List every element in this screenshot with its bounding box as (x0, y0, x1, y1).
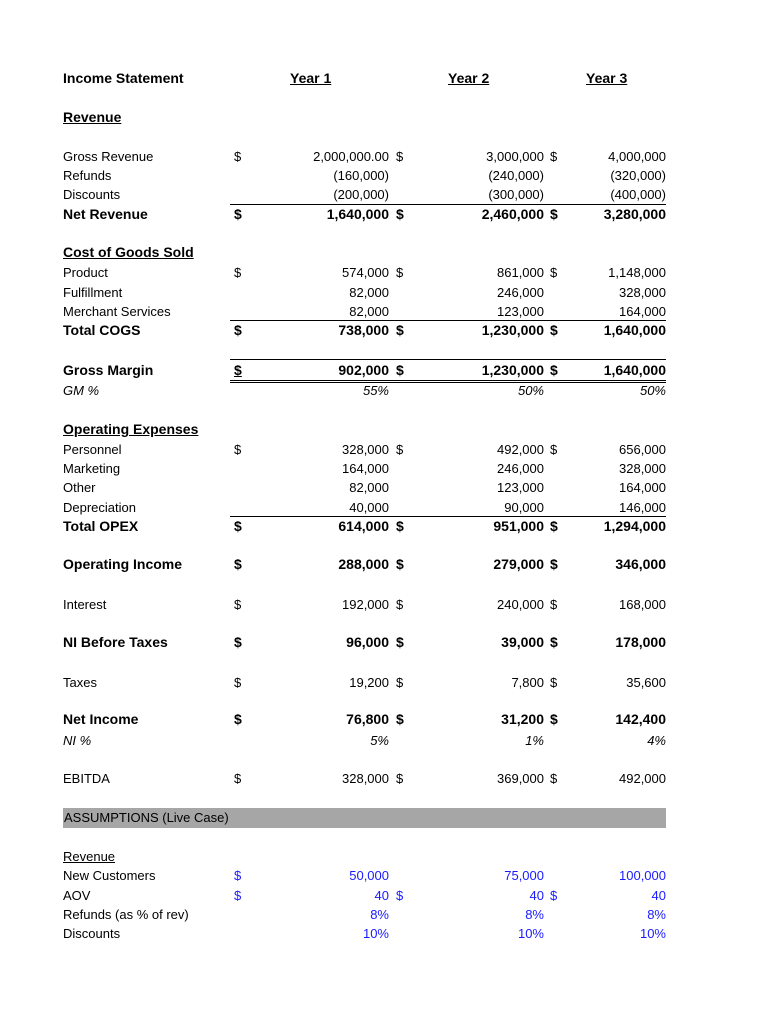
cell-year3: 328,000 (619, 285, 666, 300)
row-personnel (63, 440, 666, 459)
currency-symbol: $ (550, 675, 558, 690)
row-label: Operating Income (63, 556, 183, 572)
currency-symbol: $ (234, 265, 242, 280)
row-total-opex (63, 517, 666, 536)
cell-year1: 328,000 (342, 442, 389, 457)
section-revenue (63, 108, 666, 127)
currency-symbol: $ (550, 518, 558, 534)
cell-year1: 2,000,000.00 (313, 149, 389, 164)
currency-symbol: $ (396, 771, 404, 786)
row-total-cogs (63, 321, 666, 340)
row-label: Taxes (63, 675, 97, 690)
row-interest (63, 595, 666, 614)
row-gross-margin (63, 361, 666, 380)
cell-year2: 1,230,000 (481, 322, 544, 338)
year1-header: Year 1 (290, 70, 332, 86)
currency-symbol: $ (396, 675, 404, 690)
cell-year3: 168,000 (619, 597, 666, 612)
cell-year1: 164,000 (342, 461, 389, 476)
cell-year2: 246,000 (497, 461, 544, 476)
currency-symbol: $ (550, 711, 558, 727)
section-label: Cost of Goods Sold (63, 244, 194, 260)
row-operating-income (63, 555, 666, 574)
currency-symbol: $ (234, 362, 242, 378)
row-label: Refunds (as % of rev) (63, 907, 189, 922)
cell-year2: 7,800 (511, 675, 544, 690)
cell-year2: (240,000) (488, 168, 544, 183)
currency-symbol: $ (550, 322, 558, 338)
currency-symbol: $ (550, 206, 558, 222)
cell-year3: 492,000 (619, 771, 666, 786)
cell-year3: (320,000) (610, 168, 666, 183)
row-label: Discounts (63, 926, 121, 941)
cell-year1: (200,000) (333, 187, 389, 202)
row-label: NI % (63, 733, 92, 748)
cell-year3: 142,400 (615, 711, 666, 727)
currency-symbol: $ (234, 556, 242, 572)
cell-year3: 146,000 (619, 500, 666, 515)
section-label: Operating Expenses (63, 421, 199, 437)
cell-year3: 328,000 (619, 461, 666, 476)
row-label: Net Revenue (63, 206, 148, 222)
cell-year1: 96,000 (346, 634, 389, 650)
row-other (63, 478, 666, 497)
row-label: Merchant Services (63, 304, 171, 319)
currency-symbol: $ (550, 362, 558, 378)
cell-year1[interactable]: 10% (362, 926, 389, 941)
row-label: Depreciation (63, 500, 136, 515)
row-label: Gross Margin (63, 362, 154, 378)
currency-symbol: $ (234, 597, 242, 612)
currency-symbol: $ (234, 634, 242, 650)
cell-year1: 902,000 (338, 362, 389, 378)
row-taxes (63, 673, 666, 692)
currency-symbol: $ (234, 675, 242, 690)
row-discounts-pct (63, 924, 666, 943)
cell-year1[interactable]: 8% (370, 907, 389, 922)
section-label: Revenue (63, 849, 116, 864)
cell-year3: 178,000 (615, 634, 666, 650)
cell-year1: 738,000 (338, 322, 389, 338)
cell-year1: 40,000 (349, 500, 389, 515)
year2-header: Year 2 (448, 70, 490, 86)
sheet-title: Income Statement (63, 70, 184, 86)
row-label: Total COGS (63, 322, 141, 338)
row-ni-pct (63, 731, 666, 750)
row-label: Interest (63, 597, 107, 612)
cell-year3: 656,000 (619, 442, 666, 457)
cell-year2: 369,000 (497, 771, 544, 786)
cell-year1[interactable]: 40 (374, 888, 389, 903)
currency-symbol: $ (396, 322, 404, 338)
cell-year3: 1,148,000 (608, 265, 666, 280)
cell-year2: 31,200 (501, 711, 544, 727)
cell-year2: 90,000 (504, 500, 544, 515)
row-label: Marketing (63, 461, 121, 476)
cell-year1: 328,000 (342, 771, 389, 786)
cell-year3: 164,000 (619, 304, 666, 319)
row-ebitda (63, 769, 666, 788)
cell-year3: 164,000 (619, 480, 666, 495)
row-label: Other (63, 480, 96, 495)
currency-symbol: $ (550, 265, 558, 280)
row-label: New Customers (63, 868, 156, 883)
row-label: Product (63, 265, 108, 280)
currency-symbol: $ (234, 518, 242, 534)
cell-year2[interactable]: 8% (525, 907, 544, 922)
currency-symbol: $ (396, 206, 404, 222)
row-label: Refunds (63, 168, 112, 183)
cell-year2: (300,000) (488, 187, 544, 202)
row-label: Fulfillment (63, 285, 123, 300)
cell-year1: 82,000 (349, 480, 389, 495)
cell-year2: 1% (525, 733, 544, 748)
cell-year2: 951,000 (493, 518, 544, 534)
cell-year3: 4,000,000 (608, 149, 666, 164)
cell-year2: 246,000 (497, 285, 544, 300)
assumptions-title: ASSUMPTIONS (Live Case) (64, 810, 229, 825)
currency-symbol: $ (396, 149, 404, 164)
currency-symbol: $ (396, 518, 404, 534)
currency-symbol: $ (550, 442, 558, 457)
row-net-revenue (63, 205, 666, 224)
cell-year1: (160,000) (333, 168, 389, 183)
cell-year1: 82,000 (349, 285, 389, 300)
row-label: Total OPEX (63, 518, 139, 534)
row-discounts (63, 185, 666, 204)
currency-symbol: $ (396, 265, 404, 280)
cell-year3[interactable]: 8% (647, 907, 666, 922)
section-opex (63, 420, 666, 439)
currency-symbol: $ (234, 442, 242, 457)
cell-year2: 2,460,000 (481, 206, 544, 222)
cell-year1: 5% (370, 733, 389, 748)
currency-symbol: $ (550, 597, 558, 612)
row-refunds (63, 166, 666, 185)
currency-symbol: $ (234, 771, 242, 786)
row-fulfillment (63, 283, 666, 302)
cell-year3: 4% (647, 733, 666, 748)
currency-symbol: $ (550, 556, 558, 572)
cell-year3: 346,000 (615, 556, 666, 572)
currency-symbol: $ (396, 634, 404, 650)
cell-year2: 240,000 (497, 597, 544, 612)
row-label: Personnel (63, 442, 122, 457)
currency-symbol: $ (234, 149, 242, 164)
cell-year2: 123,000 (497, 480, 544, 495)
cell-year2: 123,000 (497, 304, 544, 319)
cell-year1: 1,640,000 (326, 206, 389, 222)
currency-symbol: $ (234, 888, 242, 903)
cell-year1: 55% (362, 383, 389, 398)
row-new-customers (63, 866, 666, 885)
cell-year1: 76,800 (346, 711, 389, 727)
currency-symbol: $ (550, 771, 558, 786)
section-label: Revenue (63, 109, 122, 125)
currency-symbol: $ (396, 597, 404, 612)
currency-symbol: $ (234, 711, 242, 727)
row-merchant-services (63, 302, 666, 321)
row-aov (63, 886, 666, 905)
cell-year1: 192,000 (342, 597, 389, 612)
cell-year1: 82,000 (349, 304, 389, 319)
currency-symbol: $ (396, 711, 404, 727)
assumptions-header-band (63, 808, 666, 828)
year3-header: Year 3 (586, 70, 628, 86)
cell-year1: 288,000 (338, 556, 389, 572)
cell-year2: 39,000 (501, 634, 544, 650)
row-marketing (63, 459, 666, 478)
cell-year3: 1,294,000 (603, 518, 666, 534)
currency-symbol: $ (396, 442, 404, 457)
cell-year3: (400,000) (610, 187, 666, 202)
row-product (63, 263, 666, 282)
row-label: EBITDA (63, 771, 110, 786)
cell-year1: 574,000 (342, 265, 389, 280)
row-label: AOV (63, 888, 91, 903)
cell-year2: 1,230,000 (481, 362, 544, 378)
row-label: Net Income (63, 711, 139, 727)
cell-year3[interactable]: 10% (639, 926, 666, 941)
currency-symbol: $ (550, 888, 558, 903)
cell-year2: 492,000 (497, 442, 544, 457)
cell-year2[interactable]: 40 (529, 888, 544, 903)
currency-symbol: $ (234, 322, 242, 338)
row-gross-revenue (63, 147, 666, 166)
cell-year1: 19,200 (349, 675, 389, 690)
row-label: NI Before Taxes (63, 634, 168, 650)
cell-year3: 1,640,000 (603, 362, 666, 378)
row-gm-pct (63, 381, 666, 400)
cell-year3: 3,280,000 (603, 206, 666, 222)
currency-symbol: $ (396, 556, 404, 572)
row-depreciation (63, 498, 666, 517)
cell-year3: 35,600 (626, 675, 666, 690)
currency-symbol: $ (234, 868, 242, 883)
cell-year3[interactable]: 40 (651, 888, 666, 903)
row-label: Gross Revenue (63, 149, 154, 164)
row-ni-before-taxes (63, 633, 666, 652)
currency-symbol: $ (550, 149, 558, 164)
section-cogs (63, 243, 666, 262)
cell-year1: 614,000 (338, 518, 389, 534)
row-label: Discounts (63, 187, 121, 202)
total-line (230, 359, 666, 360)
cell-year2[interactable]: 10% (517, 926, 544, 941)
row-refunds-pct (63, 905, 666, 924)
currency-symbol: $ (234, 206, 242, 222)
currency-symbol: $ (396, 362, 404, 378)
cell-year2: 50% (517, 383, 544, 398)
currency-symbol: $ (396, 888, 404, 903)
currency-symbol: $ (550, 634, 558, 650)
assumptions-section-revenue (63, 847, 666, 866)
cell-year2: 3,000,000 (486, 149, 544, 164)
cell-year2: 861,000 (497, 265, 544, 280)
row-label: GM % (63, 383, 100, 398)
cell-year2: 279,000 (493, 556, 544, 572)
cell-year3[interactable]: 100,000 (619, 868, 666, 883)
cell-year2[interactable]: 75,000 (504, 868, 544, 883)
cell-year1[interactable]: 50,000 (349, 868, 389, 883)
cell-year3: 50% (639, 383, 666, 398)
cell-year3: 1,640,000 (603, 322, 666, 338)
row-net-income (63, 710, 666, 729)
